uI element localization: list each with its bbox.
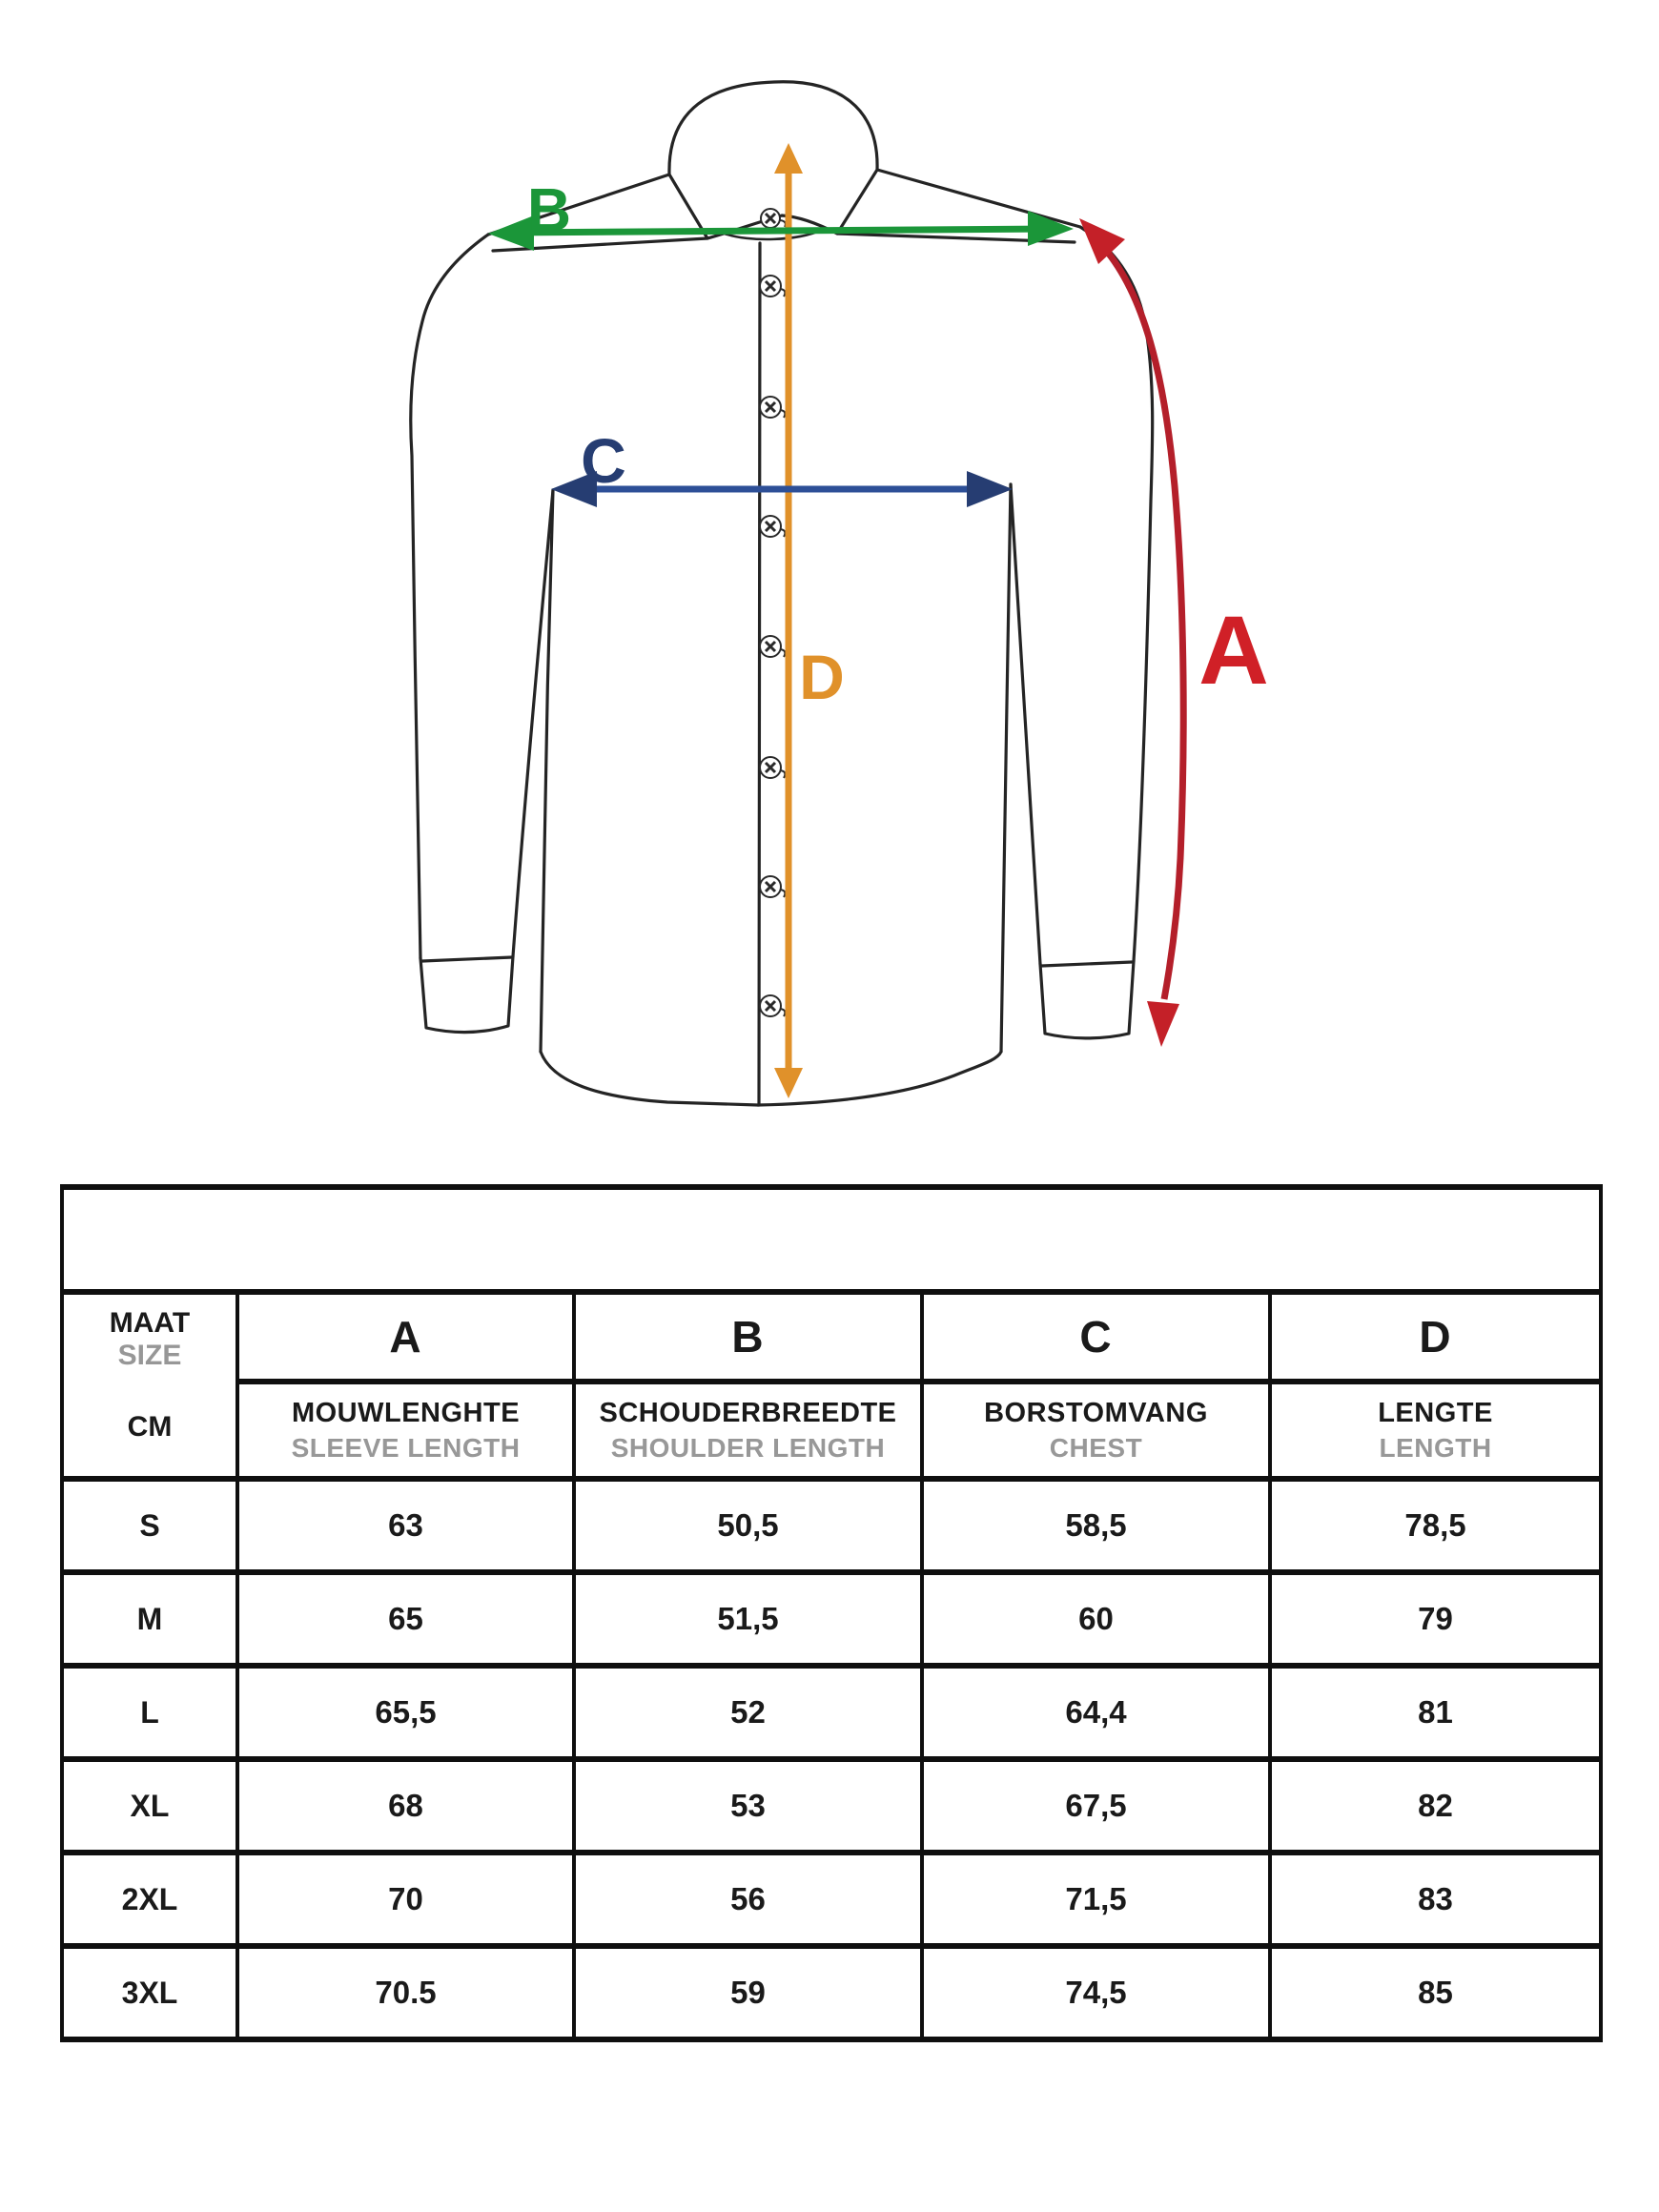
value-cell-b: 50,5 [574,1479,922,1572]
table-row-l [62,1666,1601,1759]
column-b-name-en: SHOULDER LENGTH [610,1433,886,1463]
shirt-outline [411,170,1153,1105]
value-cell-a: 68 [237,1759,574,1853]
measure-arrow-d [774,143,845,1098]
value-cell-c: 64,4 [922,1666,1270,1759]
table-row-xl [62,1759,1601,1853]
value-cell-a: 63 [237,1479,574,1572]
value-cell-b: 53 [574,1759,922,1853]
column-letter-a: A [237,1292,574,1382]
value-cell-d: 85 [1270,1946,1601,2039]
size-cell: M [62,1572,237,1666]
label-c: C [581,425,626,496]
table-title-cell [62,1187,1601,1292]
table-row-2xl [62,1853,1601,1946]
size-label-en: SIZE [117,1340,182,1371]
column-letter-b: B [574,1292,922,1382]
value-cell-b: 59 [574,1946,922,2039]
table-row-s [62,1479,1601,1572]
shirt-buttons [760,209,786,1016]
value-cell-d: 78,5 [1270,1479,1601,1572]
value-cell-d: 82 [1270,1759,1601,1853]
column-header-b [574,1382,922,1479]
column-letter-d: D [1270,1292,1601,1382]
size-cell: 2XL [62,1853,237,1946]
column-header-d [1270,1382,1601,1479]
value-cell-a: 65 [237,1572,574,1666]
value-cell-a: 70.5 [237,1946,574,2039]
column-a-name-en: SLEEVE LENGTH [291,1433,521,1463]
table-subheader-row [62,1382,1601,1479]
arrowhead-a-top [1079,218,1125,264]
label-a: A [1198,596,1269,705]
column-b-name-nl: SCHOUDERBREEDTE [599,1398,897,1428]
column-header-a [237,1382,574,1479]
column-a-name-nl: MOUWLENGHTE [291,1398,521,1428]
value-cell-d: 83 [1270,1853,1601,1946]
size-unit-header-cell [62,1292,237,1479]
placket-buttons [760,276,785,1016]
measure-arrow-c [551,425,1013,507]
value-cell-c: 60 [922,1572,1270,1666]
value-cell-b: 56 [574,1853,922,1946]
value-cell-c: 74,5 [922,1946,1270,2039]
size-cell: L [62,1666,237,1759]
column-c-name-en: CHEST [1049,1433,1143,1463]
table-title-row [62,1187,1601,1292]
label-b: B [526,175,572,244]
maat-label: MAAT [109,1307,191,1339]
size-cell: S [62,1479,237,1572]
arrowhead-a-bottom [1147,1001,1179,1047]
value-cell-b: 52 [574,1666,922,1759]
table-row-3xl [62,1946,1601,2039]
value-cell-b: 51,5 [574,1572,922,1666]
value-cell-a: 70 [237,1853,574,1946]
value-cell-c: 71,5 [922,1853,1270,1946]
value-cell-d: 81 [1270,1666,1601,1759]
table-letter-row [62,1292,1601,1382]
size-cell: 3XL [62,1946,237,2039]
label-d: D [799,642,845,712]
table-row-m [62,1572,1601,1666]
value-cell-c: 58,5 [922,1479,1270,1572]
unit-label: CM [127,1411,173,1443]
column-header-c [922,1382,1270,1479]
column-letter-c: C [922,1292,1270,1382]
value-cell-a: 65,5 [237,1666,574,1759]
value-cell-c: 67,5 [922,1759,1270,1853]
arrowhead-d-bottom [774,1068,803,1098]
measure-arrow-a [1079,218,1269,1047]
column-c-name-nl: BORSTOMVANG [984,1398,1208,1428]
size-table [60,1184,1603,2042]
column-d-name-en: LENGTH [1379,1433,1492,1463]
column-d-name-nl: LENGTE [1378,1398,1493,1428]
value-cell-d: 79 [1270,1572,1601,1666]
arrowhead-c-right [967,471,1013,507]
size-cell: XL [62,1759,237,1853]
